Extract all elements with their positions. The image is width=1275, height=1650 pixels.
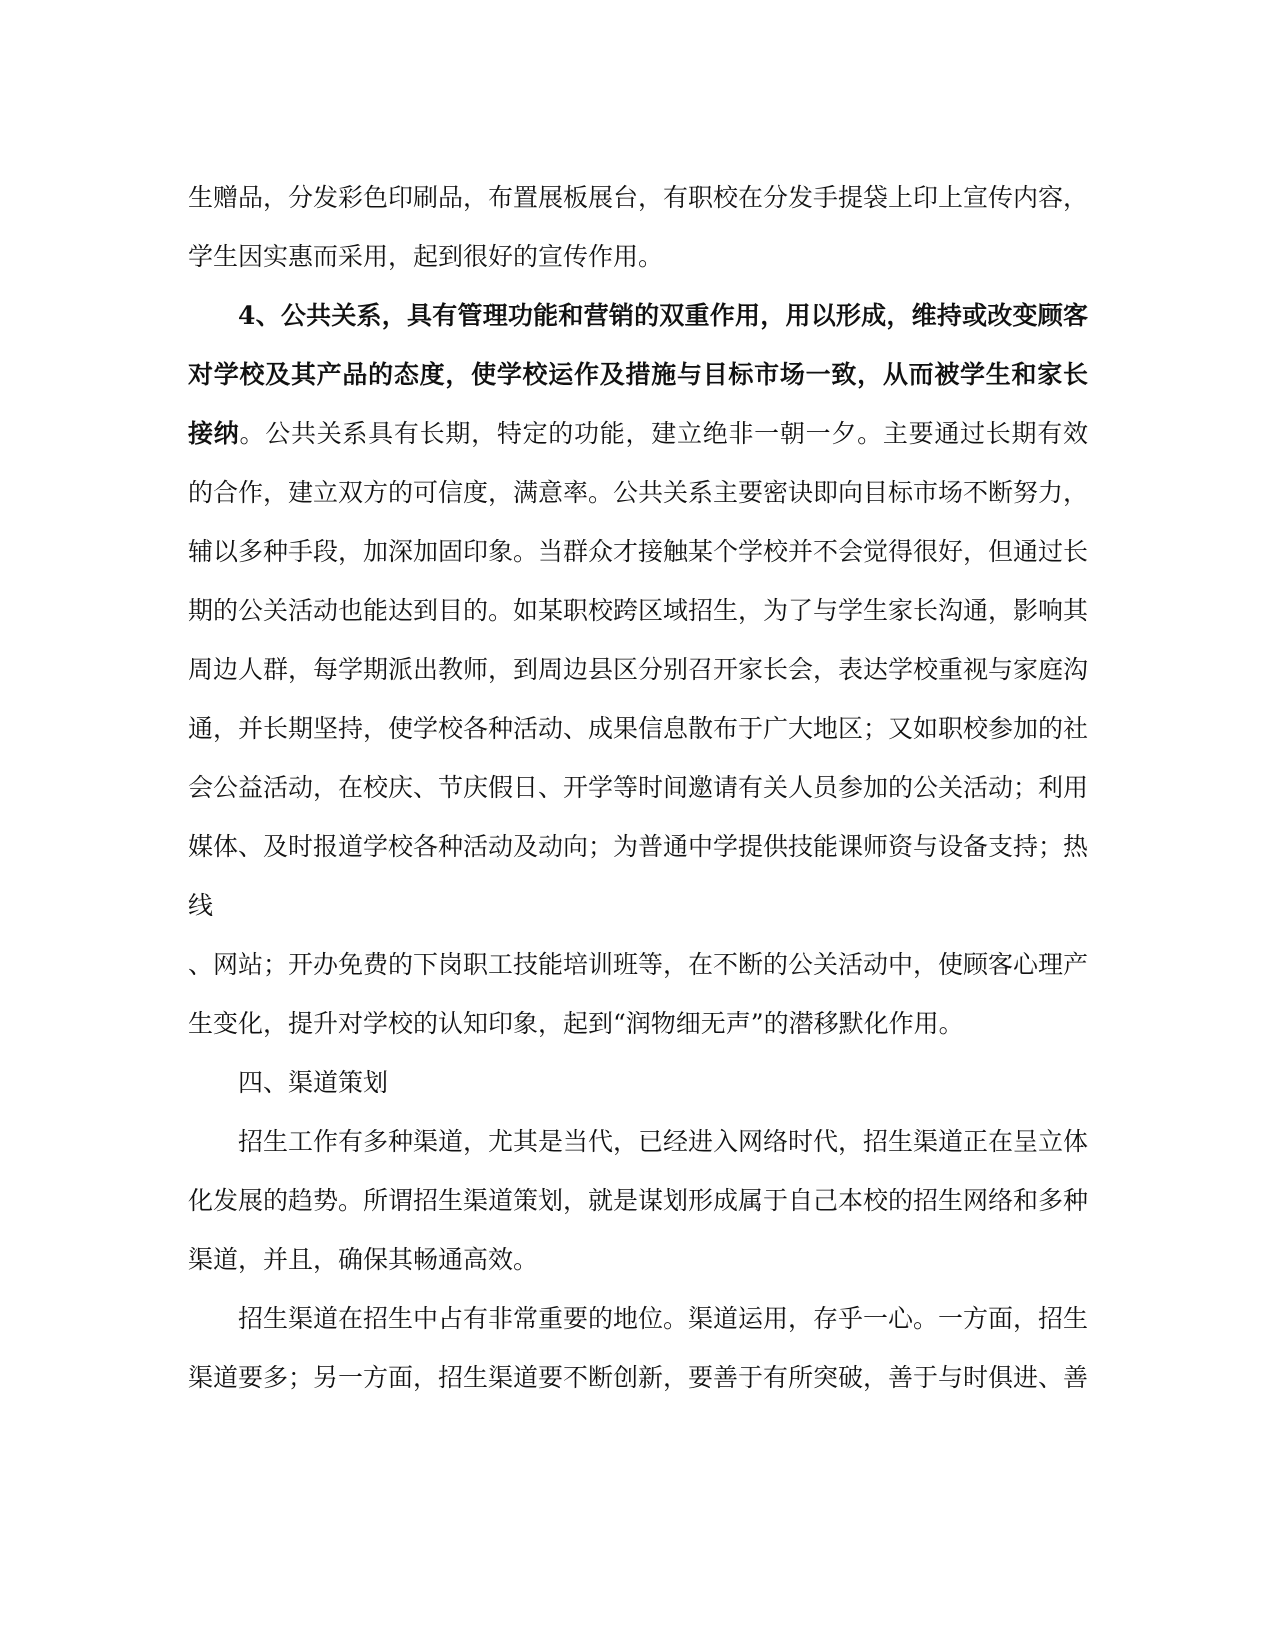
- paragraph-line: 渠道，并且，确保其畅通高效。: [188, 1245, 539, 1274]
- paragraph-line: 招生工作有多种渠道，尤其是当代，已经进入网络时代，招生渠道正在呈立体: [238, 1127, 1089, 1156]
- section-heading: 四、渠道策划: [238, 1068, 389, 1097]
- paragraph-line: [188, 404, 1088, 463]
- paragraph-line: 周边人群，每学期派出教师，到周边县区分别召开家长会，表达学校重视与家庭沟: [188, 655, 1089, 684]
- paragraph-line: 会公益活动，在校庆、节庆假日、开学等时间邀请有关人员参加的公关活动；利用: [188, 773, 1089, 802]
- paragraph-line: 媒体、及时报道学校各种活动及动向；为普通中学提供技能课师资与设备支持；热: [188, 832, 1089, 861]
- paragraph-line: 的合作，建立双方的可信度，满意率。公共关系主要密诀即向目标市场不断努力，: [188, 478, 1089, 507]
- paragraph-line: 生赠品，分发彩色印刷品，布置展板展台，有职校在分发手提袋上印上宣传内容，: [188, 183, 1089, 212]
- paragraph-line: 辅以多种手段，加深加固印象。当群众才接触某个学校并不会觉得很好，但通过长: [188, 537, 1089, 566]
- paragraph-line: 招生渠道在招生中占有非常重要的地位。渠道运用，存乎一心。一方面，招生: [238, 1304, 1089, 1333]
- paragraph-text: 。公共关系具有长期，特定的功能，建立绝非一朝一夕。主要通过长期有效: [239, 419, 1088, 448]
- paragraph-line: 线: [188, 891, 214, 920]
- paragraph-line: 渠道要多；另一方面，招生渠道要不断创新，要善于有所突破，善于与时俱进、善: [188, 1363, 1089, 1392]
- document-body: [188, 168, 1088, 1407]
- paragraph-line: 期的公关活动也能达到目的。如某职校跨区域招生，为了与学生家长沟通，影响其: [188, 596, 1089, 625]
- bold-heading-line: 4、公共关系，具有管理功能和营销的双重作用，用以形成，维持或改变顾客: [238, 301, 1088, 330]
- paragraph-line: 化发展的趋势。所谓招生渠道策划，就是谋划形成属于自己本校的招生网络和多种: [188, 1186, 1089, 1215]
- bold-text: 接纳: [188, 419, 240, 448]
- bold-heading-line: 对学校及其产品的态度，使学校运作及措施与目标市场一致，从而被学生和家长: [188, 360, 1088, 389]
- paragraph-line: 通，并长期坚持，使学校各种活动、成果信息散布于广大地区；又如职校参加的社: [188, 714, 1089, 743]
- paragraph-line: 学生因实惠而采用，起到很好的宣传作用。: [188, 242, 664, 271]
- paragraph-line: 生变化，提升对学校的认知印象，起到“润物细无声”的潜移默化作用。: [188, 1009, 964, 1038]
- paragraph-line: 、网站；开办免费的下岗职工技能培训班等，在不断的公关活动中，使顾客心理产: [188, 950, 1089, 979]
